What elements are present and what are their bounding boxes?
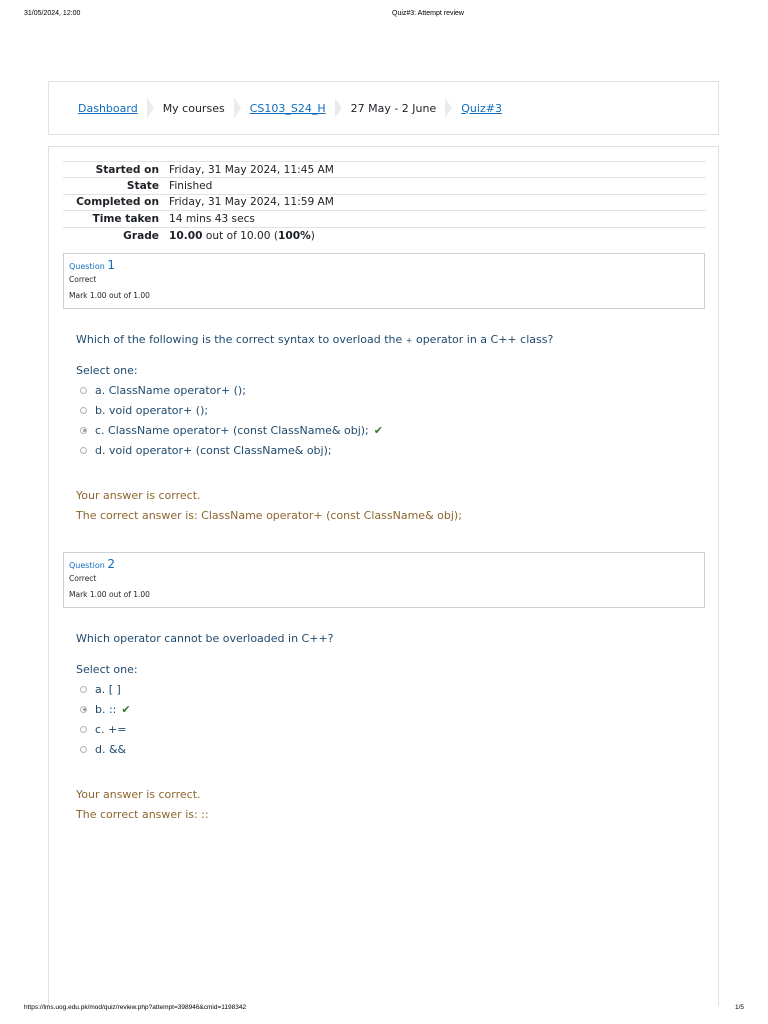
question-text: Which operator cannot be overloaded in C++? — [76, 632, 334, 645]
question-grade: Mark 1.00 out of 1.00 — [69, 590, 150, 599]
question-feedback — [76, 489, 696, 522]
question-grade: Mark 1.00 out of 1.00 — [69, 291, 150, 300]
option-label: a. ClassName operator+ (); — [95, 383, 246, 397]
summary-value: Finished — [169, 180, 213, 193]
breadcrumb-section[interactable]: 27 May - 2 June — [350, 101, 437, 115]
question-info — [63, 552, 705, 608]
summary-row-time — [63, 211, 706, 227]
question-content — [76, 632, 696, 821]
question-info — [63, 253, 705, 309]
question-number-value: 2 — [107, 557, 115, 571]
attempt-summary-table — [63, 161, 706, 243]
option-label: c. += — [95, 722, 127, 736]
breadcrumb-dashboard[interactable]: Dashboard — [78, 101, 138, 115]
summary-label: Time taken — [92, 212, 159, 225]
answer-option-b[interactable] — [76, 699, 696, 719]
radio-icon[interactable] — [80, 746, 87, 753]
question-number-value: 1 — [107, 258, 115, 272]
question-content — [76, 333, 696, 522]
answer-option-c[interactable] — [76, 420, 696, 440]
breadcrumb-separator-icon — [234, 98, 241, 118]
summary-label: Completed on — [76, 196, 159, 209]
question-label: Question — [69, 561, 105, 570]
radio-icon[interactable] — [80, 726, 87, 733]
feedback-right-answer: The correct answer is: ClassName operator+ (const ClassName& obj); — [76, 508, 462, 522]
option-label: c. ClassName operator+ (const ClassName& obj); — [95, 423, 369, 437]
feedback-general: Your answer is correct. — [76, 488, 201, 502]
question-label: Question — [69, 262, 105, 271]
grade-score: 10.00 — [169, 229, 203, 242]
question-state: Correct — [69, 275, 97, 284]
print-url: https://lms.uog.edu.pk/mod/quiz/review.php?attempt=398946&cmid=1198342 — [24, 1004, 247, 1011]
question-number — [69, 557, 704, 571]
check-icon: ✔ — [373, 423, 383, 437]
question-text-part: Which of the following is the correct syntax to overload the — [76, 333, 406, 346]
option-label: d. void operator+ (const ClassName& obj); — [95, 444, 332, 458]
radio-icon[interactable] — [80, 387, 87, 394]
answer-prompt: Select one: — [76, 663, 138, 676]
summary-label: Grade — [123, 229, 159, 242]
print-header — [0, 10, 768, 22]
summary-row-state — [63, 178, 706, 194]
summary-value — [169, 227, 706, 243]
answer-options — [76, 679, 696, 760]
radio-icon[interactable] — [80, 427, 87, 434]
radio-icon[interactable] — [80, 706, 87, 713]
summary-value: Friday, 31 May 2024, 11:45 AM — [169, 163, 334, 176]
option-label: a. [ ] — [95, 682, 121, 696]
grade-percent: 100% — [278, 229, 311, 242]
breadcrumb-separator-icon — [147, 98, 154, 118]
option-label: b. :: — [95, 702, 117, 716]
breadcrumb-my-courses[interactable]: My courses — [162, 101, 225, 115]
option-label: d. && — [95, 743, 127, 757]
breadcrumb — [78, 82, 502, 134]
print-page-number: 1/5 — [734, 1004, 744, 1011]
answer-option-c[interactable] — [76, 719, 696, 739]
radio-icon[interactable] — [80, 686, 87, 693]
feedback-general: Your answer is correct. — [76, 787, 201, 801]
question-text-part: operator in a C++ class? — [412, 333, 554, 346]
question-text-operator: + — [405, 336, 413, 345]
radio-icon[interactable] — [80, 447, 87, 454]
breadcrumb-quiz[interactable]: Quiz#3 — [461, 101, 502, 115]
summary-row-grade — [63, 227, 706, 243]
breadcrumb-container — [48, 81, 719, 135]
question-number — [69, 258, 704, 272]
breadcrumb-separator-icon — [335, 98, 342, 118]
option-label: b. void operator+ (); — [95, 403, 209, 417]
question-text — [76, 333, 696, 346]
breadcrumb-course[interactable]: CS103_S24_H — [249, 101, 326, 115]
summary-value: Friday, 31 May 2024, 11:59 AM — [169, 196, 334, 209]
breadcrumb-separator-icon — [445, 98, 452, 118]
summary-label: State — [126, 180, 159, 193]
answer-option-d[interactable] — [76, 740, 696, 760]
answer-options — [76, 380, 696, 461]
summary-row-completed — [63, 194, 706, 210]
summary-label: Started on — [95, 163, 159, 176]
feedback-right-answer: The correct answer is: :: — [76, 807, 209, 821]
answer-option-d[interactable] — [76, 441, 696, 461]
grade-mid: out of 10.00 ( — [202, 229, 279, 242]
answer-option-a[interactable] — [76, 380, 696, 400]
question-feedback — [76, 788, 696, 821]
print-footer — [0, 1004, 768, 1014]
summary-value: 14 mins 43 secs — [169, 212, 255, 225]
answer-prompt: Select one: — [76, 364, 138, 377]
answer-option-b[interactable] — [76, 400, 696, 420]
print-title: Quiz#3: Attempt review — [392, 10, 464, 17]
print-date: 31/05/2024, 12:00 — [24, 10, 81, 17]
question-state: Correct — [69, 574, 97, 583]
answer-option-a[interactable] — [76, 679, 696, 699]
check-icon: ✔ — [121, 702, 131, 716]
summary-row-started — [63, 162, 706, 178]
grade-end: ) — [310, 229, 315, 242]
attempt-review — [48, 146, 719, 1006]
radio-icon[interactable] — [80, 407, 87, 414]
